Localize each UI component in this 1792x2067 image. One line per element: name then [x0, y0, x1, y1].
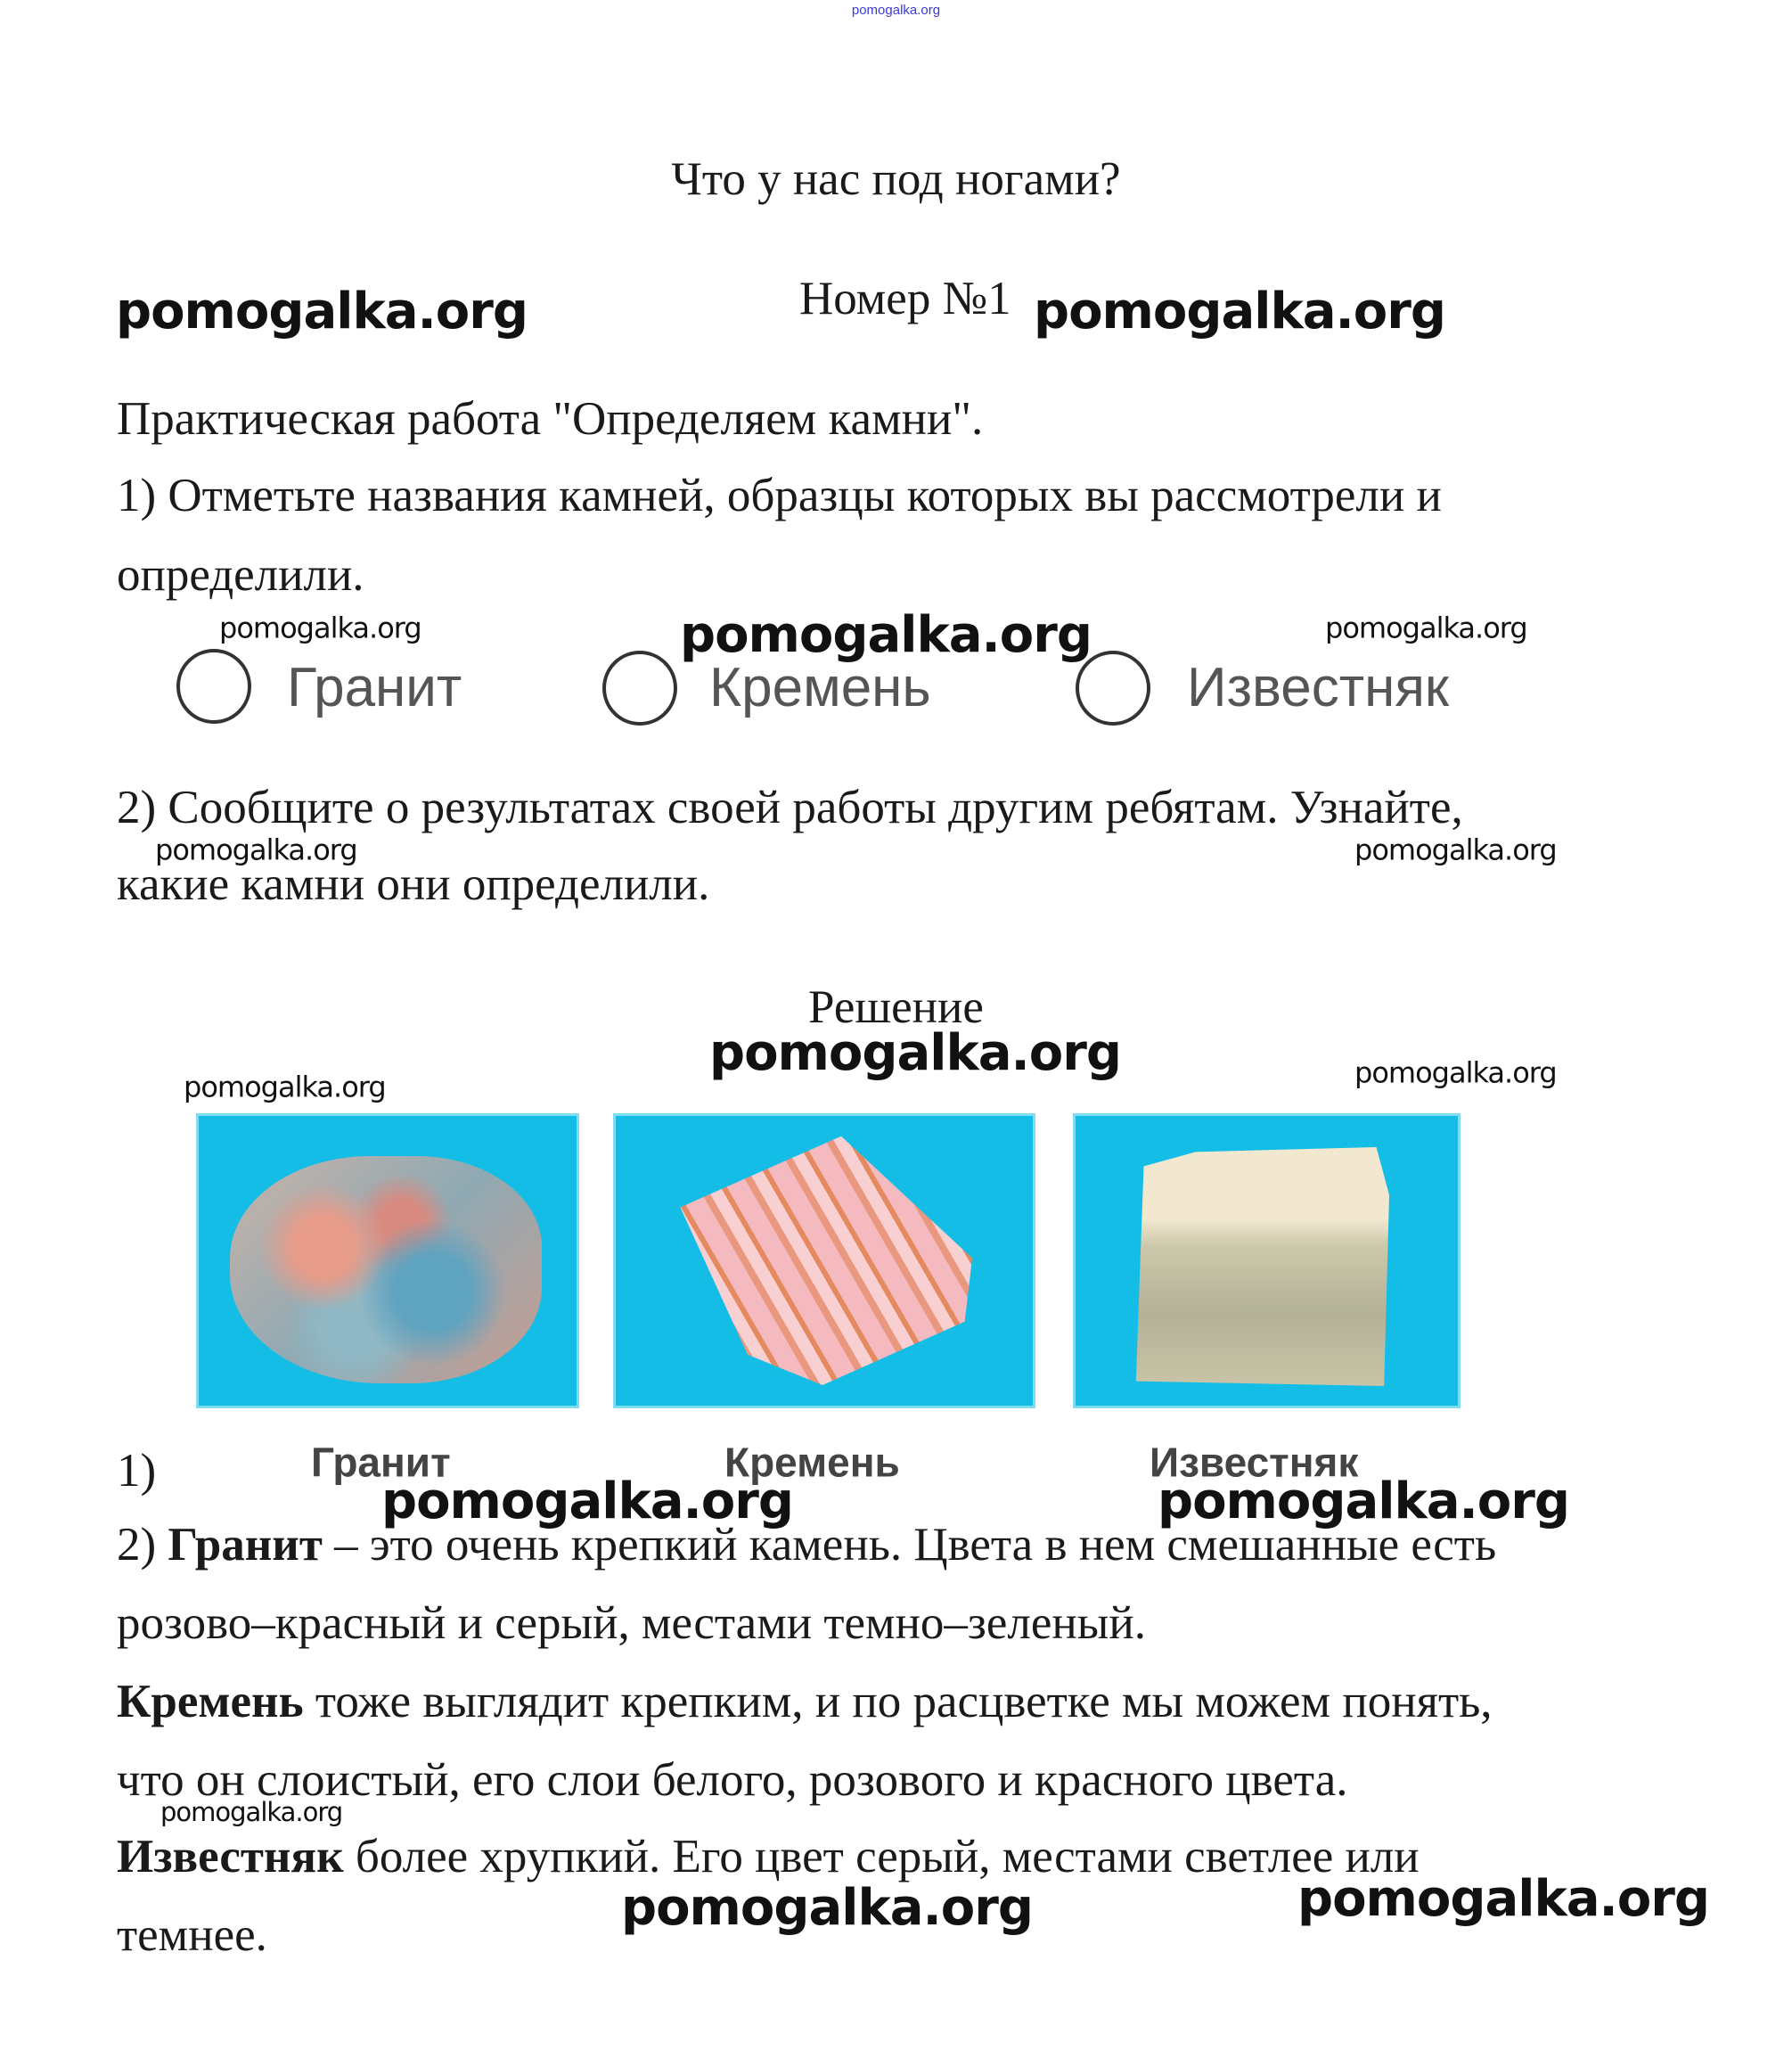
option-label: Известняк [1187, 656, 1450, 718]
solution-paragraph-flint-cont: что он слоистый, его слои белого, розового и красного цвета. [117, 1753, 1348, 1806]
watermark: pomogalka.org [709, 1024, 1121, 1083]
paragraph-text: – это очень крепкий камень. Цвета в нем смешанные есть [322, 1518, 1497, 1571]
watermark: pomogalka.org [1297, 1870, 1709, 1929]
solution-paragraph-granite [117, 1519, 1496, 1571]
top-watermark[interactable]: pomogalka.org [851, 2, 941, 18]
task-step2-cont: какие камни они определили. [117, 857, 710, 910]
term-granite: Гранит [168, 1518, 323, 1571]
watermark: pomogalka.org [184, 1070, 386, 1104]
watermark: pomogalka.org [160, 1797, 343, 1828]
solution-item-marker: 1) [117, 1444, 157, 1497]
task-step1-cont: определили. [117, 548, 364, 601]
solution-paragraph-flint [117, 1676, 1493, 1727]
task-step1: 1) Отметьте названия камней, образцы которых вы рассмотрели и [117, 469, 1442, 521]
solution-paragraph-limestone-cont: темнее. [117, 1908, 267, 1961]
flint-rock [635, 1131, 1010, 1385]
limestone-image [1073, 1113, 1461, 1408]
watermark: pomogalka.org [1354, 1055, 1557, 1090]
term-flint: Кремень [117, 1675, 304, 1727]
granite-rock [230, 1156, 542, 1383]
page-title: Что у нас под ногами? [671, 152, 1121, 205]
exercise-number: Номер №1 [799, 272, 1011, 324]
item-marker: 2) [117, 1518, 168, 1571]
task-heading: Практическая работа "Определяем камни". [117, 392, 984, 445]
watermark: pomogalka.org [1354, 833, 1557, 867]
task-step2: 2) Сообщите о результатах своей работы другим ребятам. Узнайте, [117, 781, 1463, 833]
caption-flint: Кремень [724, 1439, 900, 1486]
watermark: pomogalka.org [219, 611, 421, 645]
watermark: pomogalka.org [1158, 1472, 1569, 1531]
watermark: pomogalka.org [1325, 611, 1527, 645]
option-label: Гранит [287, 656, 462, 718]
watermark: pomogalka.org [116, 283, 528, 341]
radio-circle-icon[interactable] [602, 651, 677, 726]
watermark: pomogalka.org [621, 1879, 1033, 1938]
paragraph-text: более хрупкий. Его цвет серый, местами светлее или [343, 1830, 1420, 1882]
flint-image [613, 1113, 1035, 1408]
solution-heading: Решение [808, 980, 984, 1033]
watermark: pomogalka.org [155, 833, 357, 867]
watermark: pomogalka.org [1034, 283, 1445, 341]
granite-image [196, 1113, 579, 1408]
solution-paragraph-granite-cont: розово–красный и серый, местами темно–зеленый. [117, 1596, 1146, 1649]
watermark: pomogalka.org [381, 1472, 793, 1531]
term-limestone: Известняк [117, 1830, 344, 1882]
caption-limestone: Известняк [1150, 1439, 1359, 1486]
watermark: pomogalka.org [680, 606, 1092, 665]
solution-paragraph-limestone [117, 1831, 1420, 1882]
caption-granite: Гранит [311, 1439, 451, 1486]
limestone-rock [1131, 1147, 1389, 1386]
radio-circle-icon[interactable] [176, 649, 251, 724]
paragraph-text: тоже выглядит крепким, и по расцветке мы можем понять, [303, 1675, 1493, 1727]
option-label: Кремень [709, 656, 931, 718]
radio-circle-icon[interactable] [1076, 651, 1150, 726]
